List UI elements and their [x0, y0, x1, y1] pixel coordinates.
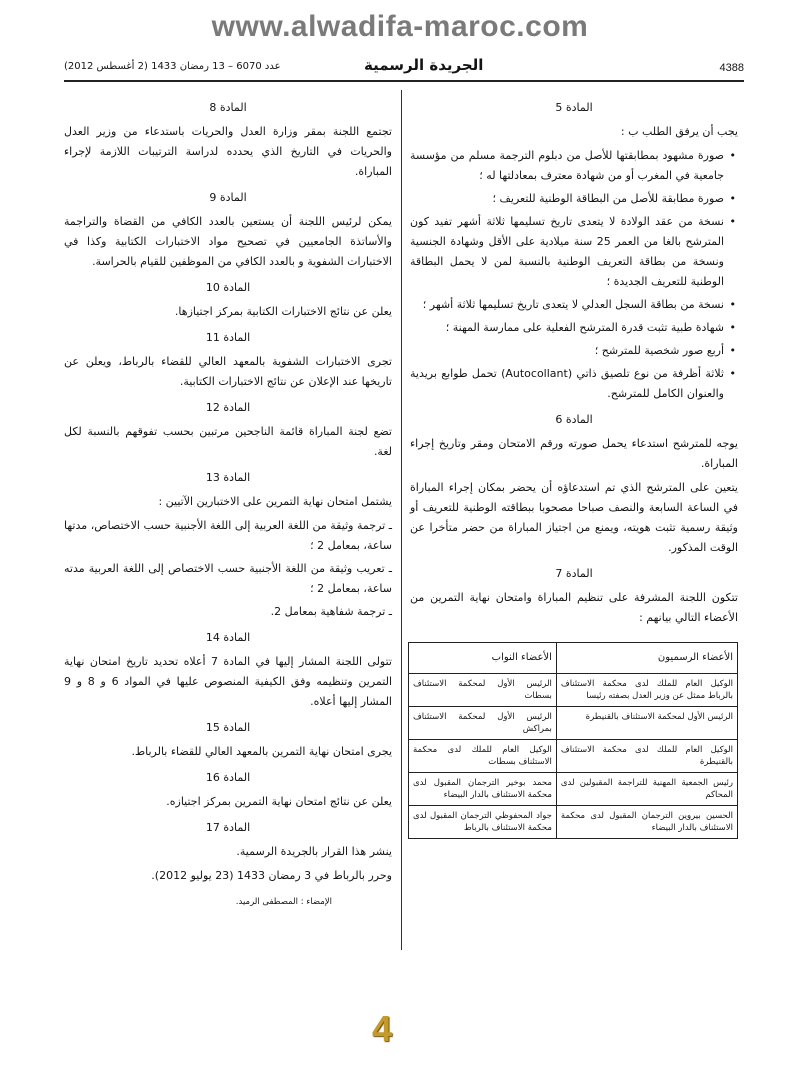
article-6-title: المادة 6: [555, 413, 593, 426]
table-row: [409, 707, 738, 740]
table-header-official: الأعضاء الرسميون: [556, 643, 737, 674]
article-7-para: تتكون اللجنة المشرفة على تنظيم المباراة وامتحان نهاية التمرين من الأعضاء التالي بيانهم :: [410, 591, 738, 624]
article-17-para: ينشر هذا القرار بالجريدة الرسمية.: [236, 845, 392, 858]
table-cell: الرئيس الأول لمحكمة الاستئناف بالقنيطرة: [556, 707, 737, 740]
article-8-para: تجتمع اللجنة بمقر وزارة العدل والحريات باستدعاء من وزير العدل والحريات في التاريخ الذي يحدده لدراسة الترتيبات اللازمة لإجراء المباراة.: [64, 125, 392, 178]
table-row: [409, 740, 738, 773]
article-7-title: المادة 7: [555, 567, 593, 580]
table-cell: الوكيل العام للملك لدى محكمة الاستئناف بالقنيطرة: [556, 740, 737, 773]
left-column: [64, 92, 392, 912]
article-5-title: المادة 5: [555, 101, 593, 114]
signature: الإمضاء : المصطفى الرميد.: [235, 897, 332, 907]
table-cell: محمد بوخير الترجمان المقبول لدى محكمة الاستئناف بالدار البيضاء: [409, 773, 557, 806]
article-6-para-1: يوجه للمترشح استدعاء يحمل صورته ورقم الامتحان ومقر وتاريخ إجراء المباراة.: [410, 437, 738, 470]
article-6-para-2: يتعين على المترشح الذي تم استدعاؤه أن يحضر بمكان إجراء المباراة في الساعة السابعة والنصف صباحا مصحوبا ببطاقته الوطنية للتعريف أو وثيقة رسمية تثبت هويته، ويمنع من اجتياز المباراة من حضر متأخرا عن الوقت المذكور.: [410, 481, 738, 554]
article-9-para: يمكن لرئيس اللجنة أن يستعين بالعدد الكافي من القضاة والتراجمة والأساتذة الجامعيين في تصحيح مواد الاختبارات الكتابية وكذا في الاختبارات الشفوية و بالعدد الكافي من الموظفين للقيام بالحراسة.: [64, 215, 392, 268]
column-divider: [401, 90, 402, 950]
table-header-substitute: الأعضاء النواب: [409, 643, 557, 674]
table-cell: الوكيل العام للملك لدى محكمة الاستئناف بالرباط ممثل عن وزير العدل بصفته رئيسا: [556, 674, 737, 707]
table-header-row: [409, 643, 738, 674]
list-item: • شهادة طبية تثبت قدرة المترشح الفعلية على ممارسة المهنة ؛: [410, 318, 724, 338]
article-11-title: المادة 11: [205, 331, 251, 344]
list-item: ـ ترجمة شفاهية بمعامل 2.: [270, 605, 392, 618]
committee-table: [408, 642, 738, 839]
article-8-title: المادة 8: [209, 101, 247, 114]
article-5-intro: يجب أن يرفق الطلب ب :: [620, 125, 738, 138]
table-cell: الوكيل العام للملك لدى محكمة الاستئناف بسطات: [409, 740, 557, 773]
list-item: • صورة مشهود بمطابقتها للأصل من دبلوم الترجمة مسلم من مؤسسة جامعية في المغرب أو من شهادة معترف بمعادلتها له ؛: [410, 146, 724, 186]
article-5-list: [410, 146, 738, 404]
article-10-title: المادة 10: [205, 281, 251, 294]
journal-title: الجريدة الرسمية: [364, 56, 484, 74]
article-12-title: المادة 12: [205, 401, 251, 414]
table-cell: جواد المحفوظي الترجمان المقبول لدى محكمة الاستئناف بالرباط: [409, 806, 557, 839]
list-item: ـ ترجمة وثيقة من اللغة العربية إلى اللغة الأجنبية حسب الاختصاص، مدتها ساعة، بمعامل 2 ؛: [64, 519, 392, 552]
article-10-para: يعلن عن نتائج الاختبارات الكتابية بمركز اجتيازها.: [174, 305, 392, 318]
page-header: [64, 56, 744, 82]
closing-date: وحرر بالرباط في 3 رمضان 1433 (23 يوليو 2012).: [151, 869, 392, 882]
list-item: • نسخة من عقد الولادة لا يتعدى تاريخ تسليمها ثلاثة أشهر تفيد كون المترشح بالغا من العمر 25 سنة ميلادية على الأقل وشهادة الجنسية ونسخة من بطاقة التعريف الوطنية بالنسبة لمن لا يحمل البطاقة الوطنية للتعريف الجديدة ؛: [410, 212, 724, 292]
article-14-title: المادة 14: [205, 631, 251, 644]
article-13-title: المادة 13: [205, 471, 251, 484]
right-column: [410, 92, 738, 839]
article-14-para: تتولى اللجنة المشار إليها في المادة 7 أعلاه تحديد تاريخ امتحان نهاية التمرين وتنظيمه وفق الكيفية المنصوص عليها في المواد 6 و 8 و 9 المشار إليها أعلاه.: [64, 655, 392, 708]
table-cell: الحسين بيروين الترجمان المقبول لدى محكمة الاستئناف بالدار البيضاء: [556, 806, 737, 839]
table-cell: الرئيس الأول لمحكمة الاستئناف بمراكش: [409, 707, 557, 740]
article-13-list: [64, 516, 392, 622]
list-item: ـ تعريب وثيقة من اللغة الأجنبية حسب الاختصاص إلى اللغة العربية مدته ساعة، بمعامل 2 ؛: [64, 562, 392, 595]
list-item: • نسخة من بطاقة السجل العدلي لا يتعدى تاريخ تسليمها ثلاثة أشهر ؛: [410, 295, 724, 315]
table-cell: الرئيس الأول لمحكمة الاستئناف بسطات: [409, 674, 557, 707]
article-11-para: تجرى الاختبارات الشفوية بالمعهد العالي للقضاء بالرباط، ويعلن عن تاريخها عند الإعلان عن نتائج الاختبارات الكتابية.: [64, 355, 392, 388]
page-number-badge: 4: [372, 1008, 393, 1049]
article-17-title: المادة 17: [205, 821, 251, 834]
table-row: [409, 674, 738, 707]
table-row: [409, 773, 738, 806]
article-16-para: يعلن عن نتائج امتحان نهاية التمرين بمركز اجتيازه.: [166, 795, 392, 808]
article-15-title: المادة 15: [205, 721, 251, 734]
watermark-url: www.alwadifa-maroc.com: [211, 10, 589, 43]
article-12-para: تضع لجنة المباراة قائمة الناجحين مرتبين بحسب تفوقهم بالنسبة لكل لغة.: [64, 425, 392, 458]
list-item: • ثلاثة أظرفة من نوع تلصيق ذاتي (Autocollant) تحمل طوابع بريدية والعنوان الكامل للمترشح.: [410, 364, 724, 404]
article-13-intro: يشتمل امتحان نهاية التمرين على الاختبارين الآتيين :: [158, 495, 392, 508]
list-item: • أربع صور شخصية للمترشح ؛: [410, 341, 724, 361]
header-page-number: 4388: [719, 62, 744, 74]
table-cell: رئيس الجمعية المهنية للتراجمة المقبولين لدى المحاكم: [556, 773, 737, 806]
article-16-title: المادة 16: [205, 771, 251, 784]
issue-info: عدد 6070 – 13 رمضان 1433 (2 أغسطس 2012): [64, 61, 281, 72]
article-9-title: المادة 9: [209, 191, 247, 204]
table-row: [409, 806, 738, 839]
list-item: • صورة مطابقة للأصل من البطاقة الوطنية للتعريف ؛: [410, 189, 724, 209]
article-15-para: يجرى امتحان نهاية التمرين بالمعهد العالي للقضاء بالرباط.: [131, 745, 392, 758]
